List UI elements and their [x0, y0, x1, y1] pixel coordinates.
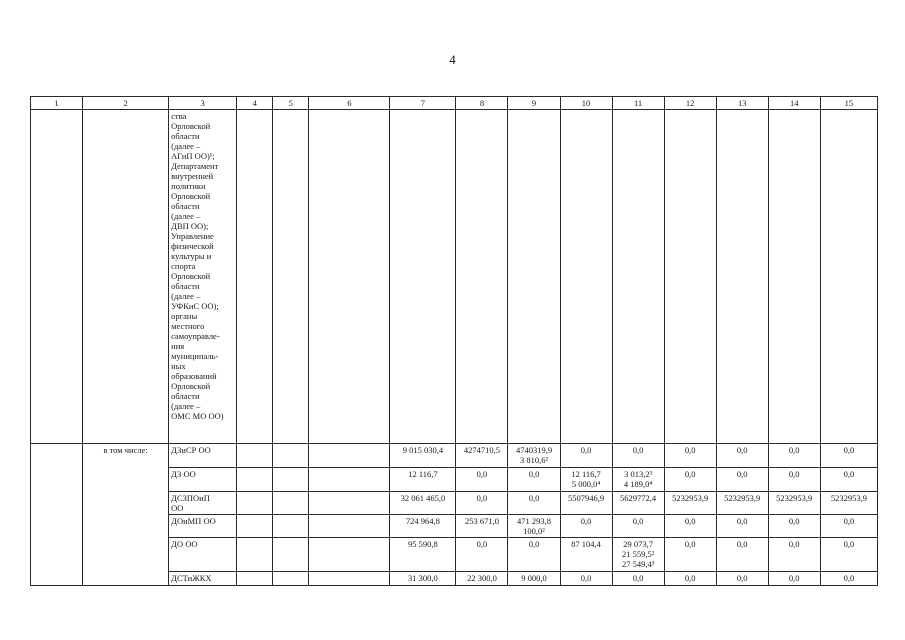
value-cell: 0,0: [612, 444, 664, 468]
value-cell: 0,0: [768, 538, 820, 572]
table-cell: [237, 572, 273, 586]
header-cell: 7: [390, 97, 456, 110]
value-cell: 0,0: [716, 444, 768, 468]
value-cell: 5507946,9: [560, 492, 612, 515]
org-name: ДОиМП ОО: [169, 515, 237, 538]
header-cell: 13: [716, 97, 768, 110]
table-cell: [237, 444, 273, 468]
value-cell: 95 590,8: [390, 538, 456, 572]
header-cell: 1: [31, 97, 83, 110]
table-cell: [237, 468, 273, 492]
including-label: в том числе:: [83, 444, 169, 586]
value-cell: 0,0: [664, 515, 716, 538]
table-cell: [309, 515, 390, 538]
table-cell: [237, 492, 273, 515]
value-cell: 87 104,4: [560, 538, 612, 572]
value-cell: 31 300,0: [390, 572, 456, 586]
org-name: ДЗиСР ОО: [169, 444, 237, 468]
header-cell: 8: [456, 97, 508, 110]
value-cell: 0,0: [508, 492, 560, 515]
value-cell: 5629772,4: [612, 492, 664, 515]
value-cell: 29 073,7 21 559,5² 27 549,4³: [612, 538, 664, 572]
table-cell: [237, 110, 273, 444]
table-cell: [309, 110, 390, 444]
budget-table: [30, 96, 878, 586]
header-cell: 3: [169, 97, 237, 110]
org-name: ДЗ ОО: [169, 468, 237, 492]
header-cell: 6: [309, 97, 390, 110]
value-cell: 0,0: [508, 538, 560, 572]
table-cell: [309, 572, 390, 586]
table-cell: [820, 110, 877, 444]
header-cell: 15: [820, 97, 877, 110]
value-cell: 0,0: [820, 515, 877, 538]
value-cell: 0,0: [664, 572, 716, 586]
value-cell: 0,0: [612, 572, 664, 586]
value-cell: 0,0: [820, 538, 877, 572]
table-cell: [83, 110, 169, 444]
header-cell: 10: [560, 97, 612, 110]
value-cell: 12 116,7 5 000,0⁴: [560, 468, 612, 492]
table-cell: [560, 110, 612, 444]
page-number: 4: [449, 52, 456, 67]
value-cell: 5232953,9: [820, 492, 877, 515]
value-cell: 253 671,0: [456, 515, 508, 538]
table-cell: [508, 110, 560, 444]
value-cell: 22 300,0: [456, 572, 508, 586]
header-row: [31, 97, 878, 110]
header-cell: 4: [237, 97, 273, 110]
agencies-cell: [169, 110, 237, 444]
value-cell: 0,0: [508, 468, 560, 492]
value-cell: 0,0: [560, 444, 612, 468]
header-cell: 14: [768, 97, 820, 110]
value-cell: 0,0: [716, 538, 768, 572]
table-cell: [273, 538, 309, 572]
value-cell: 0,0: [716, 572, 768, 586]
value-cell: 4740319,9 3 810,6²: [508, 444, 560, 468]
value-cell: 0,0: [820, 572, 877, 586]
agencies-text: ства Орловской области (далее – АГиП ОО)¹; Департамент внутренней политики Орловской области (далее – ДВП ОО); Управление физической культуры и спорта Орловской области (далее – УФКиС ОО); органы местного самоуправле- ния муниципаль- ных образований Орловской области (далее – ОМС МО ОО): [171, 111, 224, 421]
value-cell: 4274710,5: [456, 444, 508, 468]
table-cell: [273, 572, 309, 586]
value-cell: 0,0: [456, 492, 508, 515]
table-row: [31, 444, 878, 468]
value-cell: 0,0: [820, 468, 877, 492]
table-cell: [237, 538, 273, 572]
value-cell: 0,0: [664, 468, 716, 492]
header-cell: 12: [664, 97, 716, 110]
value-cell: 0,0: [664, 444, 716, 468]
table-row-agencies: [31, 110, 878, 444]
value-cell: 724 964,8: [390, 515, 456, 538]
value-cell: 0,0: [456, 468, 508, 492]
value-cell: 0,0: [820, 444, 877, 468]
table-cell: [768, 110, 820, 444]
org-name: ДСТиЖКХ: [169, 572, 237, 586]
value-cell: 9 000,0: [508, 572, 560, 586]
value-cell: 0,0: [768, 444, 820, 468]
table-cell: [273, 444, 309, 468]
header-cell: 5: [273, 97, 309, 110]
value-cell: 3 013,2³ 4 189,0⁴: [612, 468, 664, 492]
table-cell: [309, 492, 390, 515]
value-cell: 0,0: [664, 538, 716, 572]
header-cell: 9: [508, 97, 560, 110]
table-cell: [31, 444, 83, 586]
table-cell: [390, 110, 456, 444]
value-cell: 32 061 465,0: [390, 492, 456, 515]
value-cell: 5232953,9: [664, 492, 716, 515]
org-name: ДСЗПОиП ОО: [169, 492, 237, 515]
value-cell: 12 116,7: [390, 468, 456, 492]
value-cell: 9 015 030,4: [390, 444, 456, 468]
value-cell: 0,0: [456, 538, 508, 572]
value-cell: 471 293,8 100,0²: [508, 515, 560, 538]
table-cell: [309, 468, 390, 492]
table-cell: [309, 538, 390, 572]
table-cell: [309, 444, 390, 468]
value-cell: 0,0: [768, 515, 820, 538]
header-cell: 11: [612, 97, 664, 110]
table-cell: [273, 110, 309, 444]
table-cell: [716, 110, 768, 444]
value-cell: 5232953,9: [716, 492, 768, 515]
value-cell: 0,0: [716, 515, 768, 538]
header-cell: 2: [83, 97, 169, 110]
table-cell: [273, 515, 309, 538]
value-cell: 0,0: [560, 515, 612, 538]
table-cell: [273, 468, 309, 492]
table-cell: [273, 492, 309, 515]
org-name: ДО ОО: [169, 538, 237, 572]
value-cell: 0,0: [612, 515, 664, 538]
value-cell: 0,0: [768, 468, 820, 492]
table-cell: [664, 110, 716, 444]
value-cell: 5232953,9: [768, 492, 820, 515]
table-cell: [31, 110, 83, 444]
value-cell: 0,0: [560, 572, 612, 586]
table-cell: [612, 110, 664, 444]
value-cell: 0,0: [716, 468, 768, 492]
table-cell: [237, 515, 273, 538]
table-cell: [456, 110, 508, 444]
value-cell: 0,0: [768, 572, 820, 586]
